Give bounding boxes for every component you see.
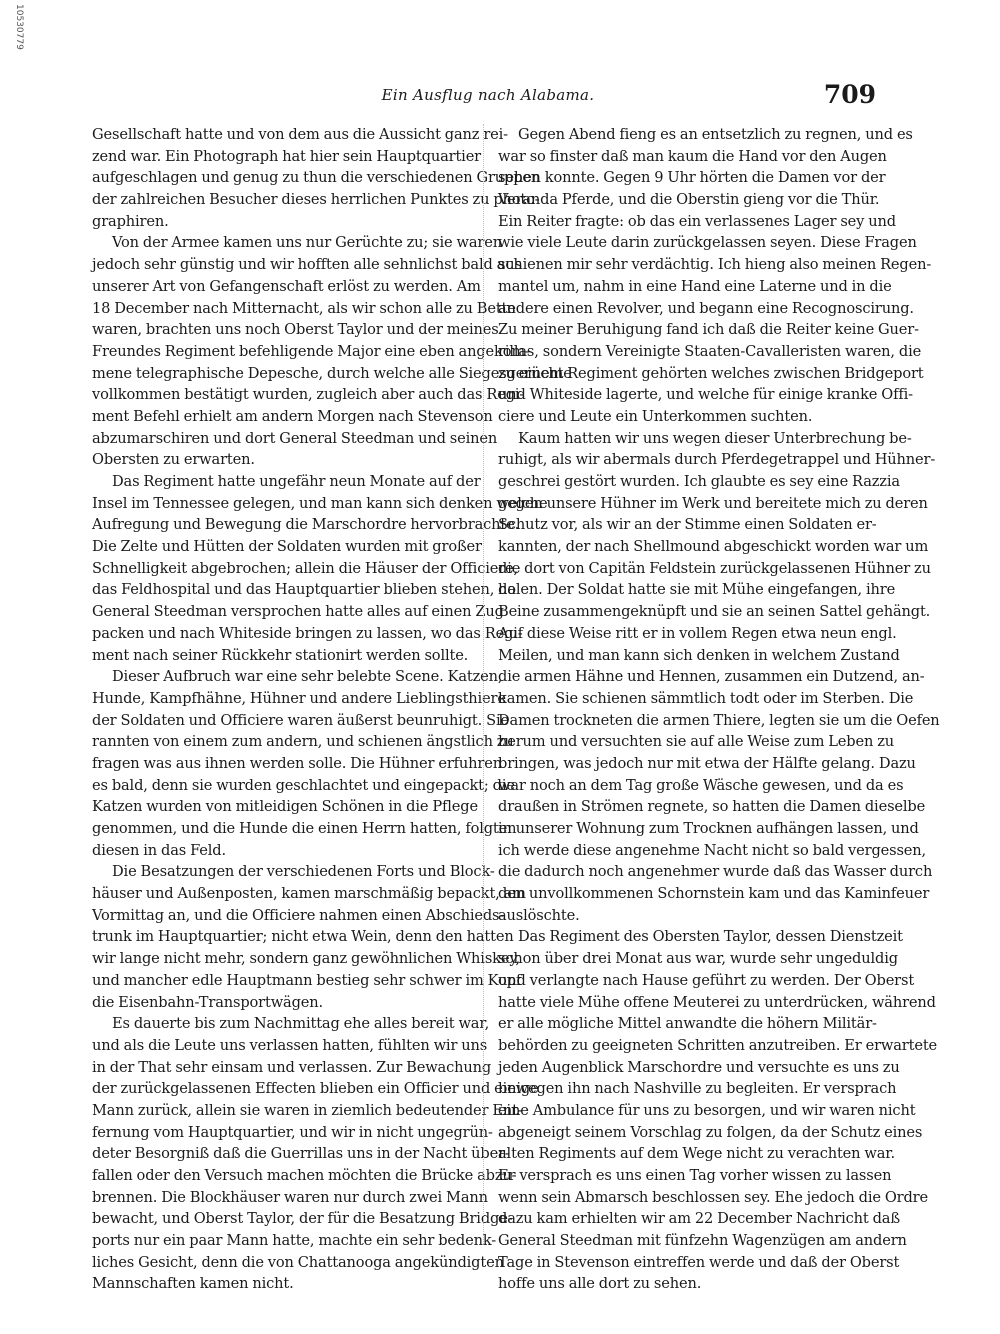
text-line: kannten, der nach Shellmound abgeschickt worden war um <box>498 538 929 556</box>
column-divider <box>483 124 484 1244</box>
text-line: zend war. Ein Photograph hat hier sein Hauptquartier <box>92 147 482 165</box>
text-line: brennen. Die Blockhäuser waren nur durch zwei Mann <box>92 1188 488 1206</box>
text-line: Schnelligkeit abgebrochen; allein die Häuser der Officiere, <box>92 559 519 577</box>
text-line: Die Besatzungen der verschiedenen Forts und Block- <box>112 863 495 881</box>
text-line: ciere und Leute ein Unterkommen suchten. <box>498 407 813 425</box>
text-line: gegen unsere Hühner im Werk und bereitete mich zu deren <box>498 494 928 512</box>
text-line: rannten von einem zum andern, und schienen ängstlich zu <box>92 733 514 751</box>
text-line: Auf diese Weise ritt er in vollem Regen etwa neun engl. <box>498 624 897 642</box>
text-line: zu einem Regiment gehörten welches zwischen Bridgeport <box>498 364 924 382</box>
text-line: ment Befehl erhielt am andern Morgen nach Stevenson <box>92 407 493 425</box>
text-line: Er versprach es uns einen Tag vorher wissen zu lassen <box>498 1167 892 1184</box>
text-line: kamen. Sie schienen sämmtlich todt oder im Sterben. Die <box>498 689 914 707</box>
text-line: Aufregung und Bewegung die Marschordre hervorbrachte. <box>92 516 520 534</box>
text-line: geschrei gestört wurden. Ich glaubte es sey eine Razzia <box>498 473 900 490</box>
text-line: sehen konnte. Gegen 9 Uhr hörten die Damen vor der <box>498 169 886 187</box>
text-line: Von der Armee kamen uns nur Gerüchte zu; sie waren <box>112 234 502 252</box>
text-line: auslöschte. <box>498 906 580 924</box>
text-line: jeden Augenblick Marschordre und versuchte es uns zu <box>498 1058 900 1076</box>
text-line: die armen Hähne und Hennen, zusammen ein Dutzend, an- <box>498 668 925 686</box>
text-line: dazu kam erhielten wir am 22 December Nachricht daß <box>498 1210 900 1228</box>
text-line: hatte viele Mühe offene Meuterei zu unterdrücken, während <box>498 993 936 1011</box>
text-line: war noch an dem Tag große Wäsche gewesen, und da es <box>498 776 904 794</box>
text-line: jedoch sehr günstig und wir hofften alle sehnlichst bald aus <box>92 256 522 274</box>
text-line: Ein Reiter fragte: ob das ein verlassenes Lager sey und <box>498 212 896 230</box>
text-line: schienen mir sehr verdächtig. Ich hieng also meinen Regen- <box>498 256 932 274</box>
text-line: General Steedman versprochen hatte alles auf einen Zug <box>92 603 504 621</box>
scan-id-label: 10530779 <box>14 4 24 50</box>
text-line: rillas, sondern Vereinigte Staaten-Cavalleristen waren, die <box>498 342 922 360</box>
text-line: ment nach seiner Rückkehr stationirt werden sollte. <box>92 646 469 664</box>
text-line: der zahlreichen Besucher dieses herrlichen Punktes zu photo- <box>92 191 540 209</box>
text-line: holen. Der Soldat hatte sie mit Mühe eingefangen, ihre <box>498 581 896 599</box>
text-line: häuser und Außenposten, kamen marschmäßig bepackt, am <box>92 885 526 903</box>
text-line: ich werde diese angenehme Nacht nicht so bald vergessen, <box>498 841 927 859</box>
text-line: die dadurch noch angenehmer wurde daß das Wasser durch <box>498 863 933 881</box>
text-line: Schutz vor, als wir an der Stimme einen Soldaten er- <box>498 516 877 534</box>
text-line: Insel im Tennessee gelegen, und man kann sich denken welche <box>92 494 548 512</box>
text-line: mene telegraphische Depesche, durch welche alle Siegesgerüchte <box>92 364 572 382</box>
text-line: 18 December nach Mitternacht, als wir schon alle zu Bette <box>92 299 516 317</box>
text-line: unserer Art von Gefangenschaft erlöst zu werden. Am <box>92 277 481 295</box>
text-line: packen und nach Whiteside bringen zu lassen, wo das Regi- <box>92 624 523 642</box>
text-line: bewacht, und Oberst Taylor, der für die Besatzung Bridge- <box>92 1210 513 1228</box>
text-line: Mann zurück, allein sie waren in ziemlich bedeutender Ent- <box>92 1101 523 1119</box>
text-line: fallen oder den Versuch machen möchten die Brücke abzu- <box>92 1167 517 1184</box>
text-line: Beine zusammengeknüpft und sie an seinen Sattel gehängt. <box>498 603 931 621</box>
text-line: die Eisenbahn-Transportwägen. <box>92 993 324 1011</box>
text-line: er alle mögliche Mittel anwandte die höhern Militär- <box>498 1015 877 1033</box>
text-line: Die Zelte und Hütten der Soldaten wurden mit großer <box>92 538 482 556</box>
text-line: behörden zu geeigneten Schritten anzutreiben. Er erwartete <box>498 1036 938 1054</box>
text-line: Freundes Regiment befehligende Major eine eben angekom- <box>92 342 530 360</box>
text-line: hoffe uns alle dort zu sehen. <box>498 1275 702 1293</box>
text-line: draußen in Strömen regnete, so hatten die Damen dieselbe <box>498 798 926 816</box>
text-line: herum und versuchten sie auf alle Weise zum Leben zu <box>498 733 894 751</box>
text-line: bewegen ihn nach Nashville zu begleiten. Er versprach <box>498 1080 897 1098</box>
page-number: 709 <box>823 80 876 109</box>
text-line: Kaum hatten wir uns wegen dieser Unterbrechung be- <box>518 429 912 447</box>
text-line: abgeneigt seinem Vorschlag zu folgen, da der Schutz eines <box>498 1123 923 1141</box>
text-line: Gegen Abend fieng es an entsetzlich zu regnen, und es <box>518 126 913 143</box>
text-line: deter Besorgniß daß die Guerrillas uns in der Nacht über- <box>92 1145 510 1163</box>
text-line: wie viele Leute darin zurückgelassen seyen. Diese Fragen <box>498 234 917 252</box>
text-line: liches Gesicht, denn die von Chattanooga angekündigten <box>92 1253 504 1271</box>
text-line: ruhigt, als wir abermals durch Pferdegetrappel und Hühner- <box>498 451 936 469</box>
text-line: und Whiteside lagerte, und welche für einige kranke Offi- <box>498 386 913 404</box>
text-line: General Steedman mit fünfzehn Wagenzügen am andern <box>498 1232 907 1250</box>
text-line: Das Regiment des Obersten Taylor, dessen Dienstzeit <box>518 928 903 946</box>
text-line: Dieser Aufbruch war eine sehr belebte Scene. Katzen, <box>112 668 503 686</box>
text-line: fragen was aus ihnen werden solle. Die Hühner erfuhren <box>92 754 502 772</box>
text-line: trunk im Hauptquartier; nicht etwa Wein, denn den hatten <box>92 928 514 946</box>
text-line: war so finster daß man kaum die Hand vor den Augen <box>498 147 887 165</box>
text-line: und mancher edle Hauptmann bestieg sehr schwer im Kopf <box>92 971 522 989</box>
text-line: und als die Leute uns verlassen hatten, fühlten wir uns <box>92 1036 488 1054</box>
text-line: Vormittag an, und die Officiere nahmen einen Abschieds- <box>92 906 505 924</box>
text-line: schon über drei Monat aus war, wurde sehr ungeduldig <box>498 950 898 968</box>
text-line: genommen, und die Hunde die einen Herrn hatten, folgten <box>92 820 517 837</box>
text-line: Das Regiment hatte ungefähr neun Monate auf der <box>112 473 481 490</box>
text-line: Katzen wurden von mitleidigen Schönen in die Pflege <box>92 798 478 816</box>
text-line: wenn sein Abmarsch beschlossen sey. Ehe jedoch die Ordre <box>498 1188 928 1206</box>
text-line: das Feldhospital und das Hauptquartier blieben stehen, da <box>92 581 516 599</box>
text-line: Obersten zu erwarten. <box>92 451 255 469</box>
text-line: andere einen Revolver, und begann eine Recognoscirung. <box>498 299 914 317</box>
text-line: abzumarschiren und dort General Steedman und seinen <box>92 429 498 447</box>
text-line: mantel um, nahm in eine Hand eine Laterne und in die <box>498 277 892 295</box>
text-line: der Soldaten und Officiere waren äußerst beunruhigt. Sie <box>92 711 509 729</box>
text-line: wir lange nicht mehr, sondern ganz gewöhnlichen Whiskey, <box>92 950 520 968</box>
text-line: Zu meiner Beruhigung fand ich daß die Reiter keine Guer- <box>498 321 919 339</box>
text-line: fernung vom Hauptquartier, und wir in nicht ungegrün- <box>92 1123 493 1141</box>
text-line: Veranda Pferde, und die Oberstin gieng vor die Thür. <box>498 191 880 209</box>
text-line: Mannschaften kamen nicht. <box>92 1275 294 1293</box>
text-line: Hunde, Kampfhähne, Hühner und andere Lieblingsthiere <box>92 689 506 707</box>
text-line: in unserer Wohnung zum Trocknen aufhängen lassen, und <box>498 820 919 837</box>
text-line: vollkommen bestätigt wurden, zugleich aber auch das Regi- <box>92 386 525 404</box>
text-line: Gesellschaft hatte und von dem aus die Aussicht ganz rei- <box>92 126 508 143</box>
text-line: Meilen, und man kann sich denken in welchem Zustand <box>498 646 900 664</box>
text-line: graphiren. <box>92 212 169 230</box>
text-line: und verlangte nach Hause geführt zu werden. Der Oberst <box>498 971 915 989</box>
text-line: aufgeschlagen und genug zu thun die verschiedenen Gruppen <box>92 169 541 187</box>
right-column <box>498 124 940 1293</box>
text-line: den unvollkommenen Schornstein kam und das Kaminfeuer <box>498 885 930 903</box>
text-line: Damen trockneten die armen Thiere, legten sie um die Oefen <box>498 711 940 729</box>
text-line: es bald, denn sie wurden geschlachtet und eingepackt; die <box>92 776 515 794</box>
text-line: alten Regiments auf dem Wege nicht zu verachten war. <box>498 1145 896 1163</box>
text-line: die dort von Capitän Feldstein zurückgelassenen Hühner zu <box>498 559 931 577</box>
text-line: eine Ambulance für uns zu besorgen, und wir waren nicht <box>498 1101 916 1119</box>
text-line: ports nur ein paar Mann hatte, machte ein sehr bedenk- <box>92 1232 497 1250</box>
text-line: diesen in das Feld. <box>92 841 226 859</box>
text-line: Tage in Stevenson eintreffen werde und daß der Oberst <box>498 1253 900 1271</box>
running-title: Ein Ausflug nach Alabama. <box>381 86 595 104</box>
text-line: bringen, was jedoch nur mit etwa der Hälfte gelang. Dazu <box>498 754 916 772</box>
text-line: der zurückgelassenen Effecten blieben ein Officier und einige <box>92 1080 539 1098</box>
text-line: in der That sehr einsam und verlassen. Zur Bewachung <box>92 1058 492 1076</box>
text-line: Es dauerte bis zum Nachmittag ehe alles bereit war, <box>112 1015 490 1033</box>
running-head <box>88 80 888 116</box>
text-line: waren, brachten uns noch Oberst Taylor und der meines <box>92 321 499 339</box>
